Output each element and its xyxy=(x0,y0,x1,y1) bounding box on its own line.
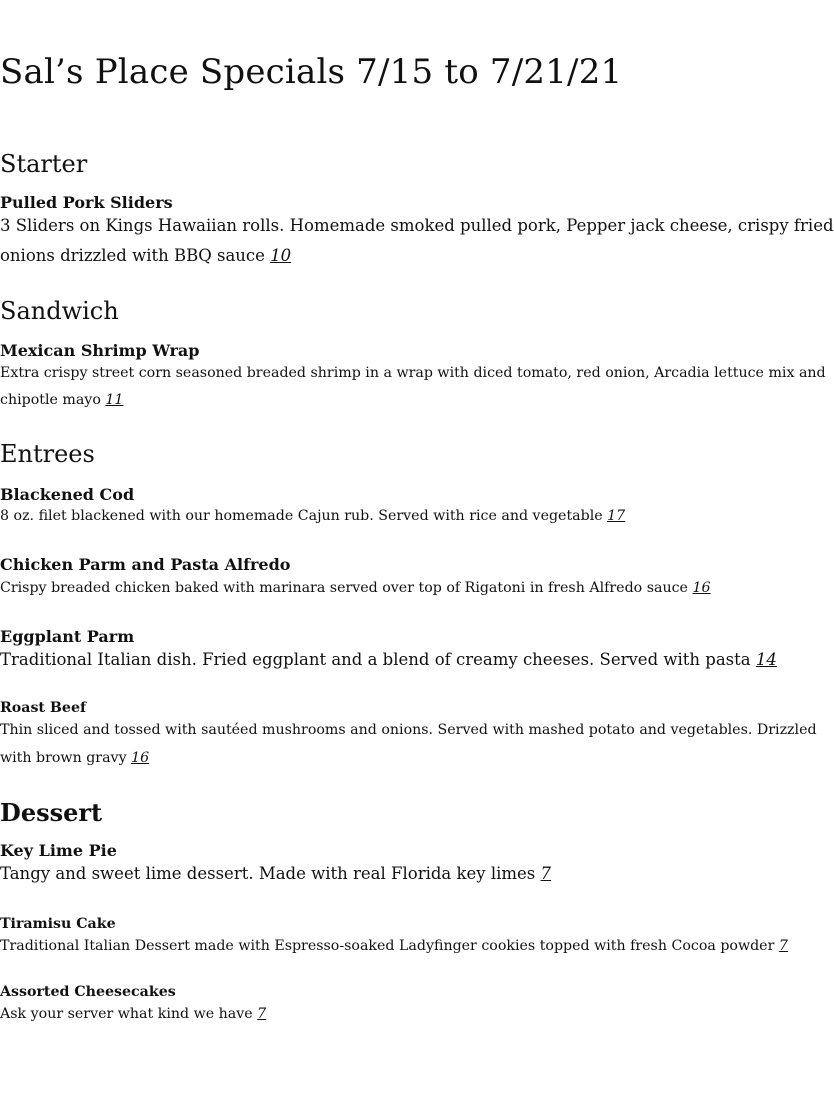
item-desc-assorted-cheesecakes xyxy=(0,1006,266,1022)
item-desc-roast-beef-line2 xyxy=(0,750,149,766)
item-desc-text: Traditional Italian Dessert made with Espresso-soaked Ladyfinger cookies topped with fresh Cocoa powder xyxy=(0,938,775,954)
section-heading-starter: Starter xyxy=(0,150,88,178)
item-desc-tiramisu-cake xyxy=(0,938,788,954)
item-desc-key-lime-pie xyxy=(0,864,551,883)
item-desc-pulled-pork-sliders-line2 xyxy=(0,246,291,265)
item-desc-text: Traditional Italian dish. Fried eggplant and a blend of creamy cheeses. Served with pasta xyxy=(0,650,751,669)
section-heading-dessert: Dessert xyxy=(0,798,103,827)
item-name-tiramisu-cake: Tiramisu Cake xyxy=(0,916,116,932)
item-price: 7 xyxy=(540,864,552,883)
item-desc-eggplant-parm xyxy=(0,650,777,669)
item-desc-text: with brown gravy xyxy=(0,750,127,766)
item-desc-text: Tangy and sweet lime dessert. Made with real Florida key limes xyxy=(0,864,536,883)
item-desc-roast-beef-line1: Thin sliced and tossed with sautéed mushrooms and onions. Served with mashed potato and vegetables. Drizzled xyxy=(0,722,817,738)
item-name-mexican-shrimp-wrap: Mexican Shrimp Wrap xyxy=(0,341,200,360)
item-name-eggplant-parm: Eggplant Parm xyxy=(0,627,135,646)
page-title: Sal’s Place Specials 7/15 to 7/21/21 xyxy=(0,52,623,92)
item-name-chicken-parm-pasta-alfredo: Chicken Parm and Pasta Alfredo xyxy=(0,555,291,574)
item-desc-mexican-shrimp-wrap-line1: Extra crispy street corn seasoned breaded shrimp in a wrap with diced tomato, red onion, Arcadia lettuce mix and xyxy=(0,365,826,381)
item-desc-blackened-cod xyxy=(0,508,625,524)
item-desc-mexican-shrimp-wrap-line2 xyxy=(0,392,123,408)
item-name-key-lime-pie: Key Lime Pie xyxy=(0,841,117,860)
item-desc-text: Ask your server what kind we have xyxy=(0,1006,253,1022)
item-name-blackened-cod: Blackened Cod xyxy=(0,485,135,504)
item-price: 7 xyxy=(257,1006,267,1022)
item-desc-text: 8 oz. filet blackened with our homemade Cajun rub. Served with rice and vegetable xyxy=(0,508,603,524)
item-price: 16 xyxy=(692,580,711,596)
section-heading-entrees: Entrees xyxy=(0,440,95,468)
item-price: 17 xyxy=(607,508,626,524)
item-desc-chicken-parm-pasta-alfredo xyxy=(0,580,711,596)
item-price: 7 xyxy=(778,938,788,954)
item-desc-text: Crispy breaded chicken baked with marinara served over top of Rigatoni in fresh Alfredo sauce xyxy=(0,580,688,596)
item-price: 14 xyxy=(755,650,777,669)
item-name-roast-beef: Roast Beef xyxy=(0,700,87,716)
item-desc-pulled-pork-sliders-line1: 3 Sliders on Kings Hawaiian rolls. Homemade smoked pulled pork, Pepper jack cheese, crispy fried xyxy=(0,216,834,235)
item-price: 11 xyxy=(105,392,124,408)
item-price: 16 xyxy=(131,750,150,766)
section-heading-sandwich: Sandwich xyxy=(0,297,119,325)
item-desc-text: chipotle mayo xyxy=(0,392,101,408)
item-name-assorted-cheesecakes: Assorted Cheesecakes xyxy=(0,984,176,1000)
item-desc-text: onions drizzled with BBQ sauce xyxy=(0,246,265,265)
item-name-pulled-pork-sliders: Pulled Pork Sliders xyxy=(0,193,173,212)
item-price: 10 xyxy=(270,246,292,265)
